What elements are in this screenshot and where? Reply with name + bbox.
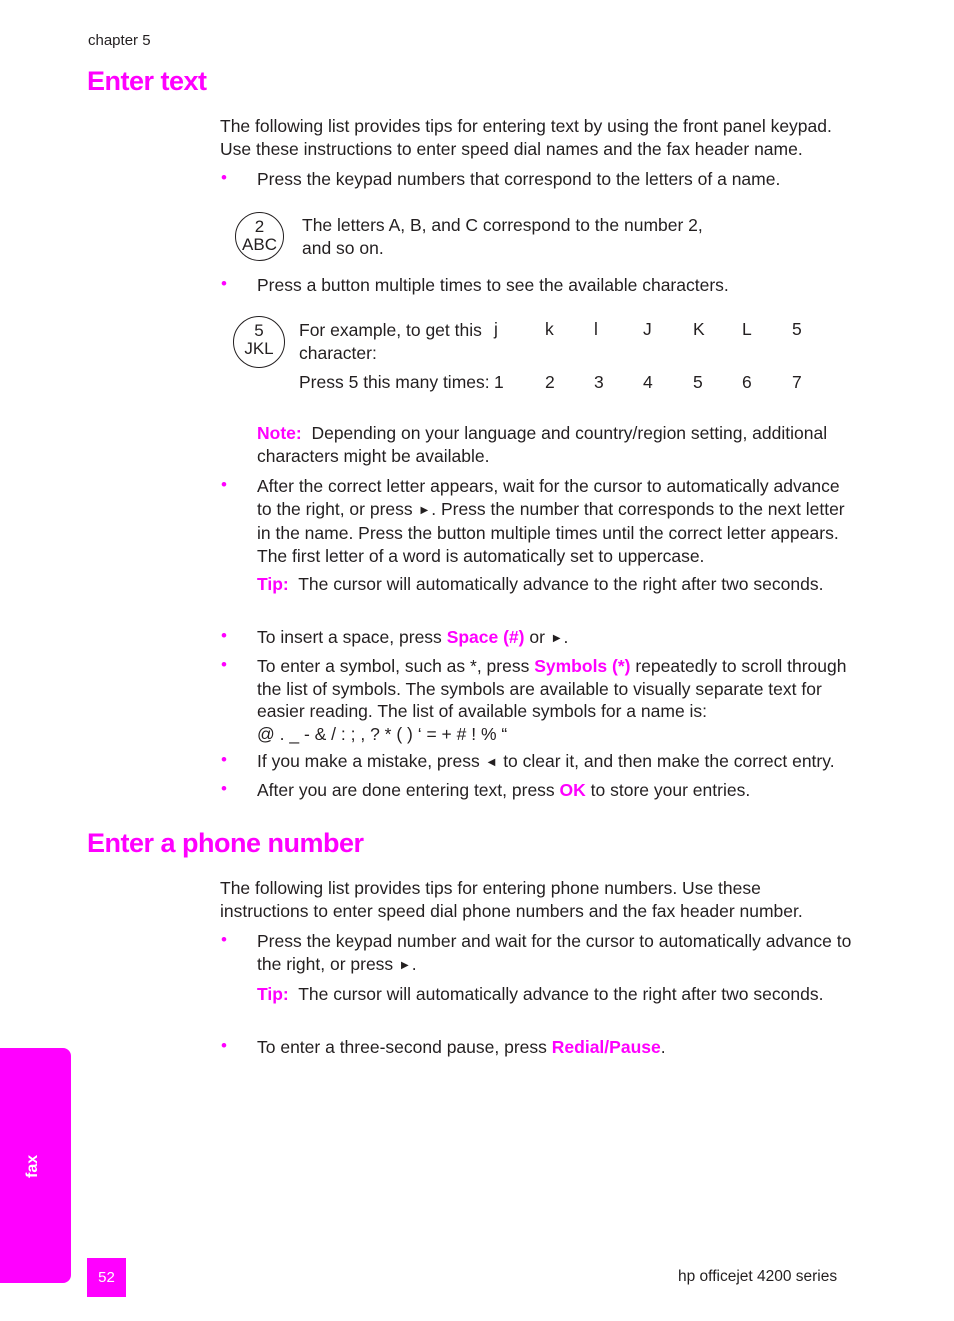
- tip-block: [257, 573, 852, 596]
- s2-bullet1-text-a: Press the keypad number and wait for the cursor to automatically advance to the right, or press: [257, 931, 852, 974]
- bullet-marker: •: [221, 274, 227, 293]
- tip-block: [257, 983, 852, 1006]
- right-arrow-icon: ▶: [552, 633, 561, 644]
- bullet-marker: •: [221, 930, 227, 949]
- redial-pause-key-label: Redial/Pause: [551, 1037, 661, 1057]
- chapter-label: chapter 5: [88, 32, 151, 49]
- right-arrow-icon: ▶: [420, 504, 429, 516]
- key-5-jkl-icon: [233, 316, 285, 368]
- side-tab-label: fax: [24, 1154, 41, 1178]
- bullet4-text-c: .: [563, 627, 569, 647]
- bullet7-text-a: After you are done entering text, press: [257, 780, 555, 800]
- table-label-line2: character:: [299, 342, 377, 363]
- bullet3-text-a: After the correct letter appears, wait for the cursor to automatically advance to the right, or press: [257, 476, 840, 519]
- bullet-press-multiple: Press a button multiple times to see the available characters.: [257, 275, 729, 295]
- bullet3-text-b: . Press the number that corresponds to the next letter in the name. Press the button multiple times until the correct letter appears. The first letter of a word is automatically set to uppercase.: [257, 498, 845, 566]
- table-press-count-cell: 5: [693, 372, 703, 392]
- bullet-cursor-advance: [257, 475, 852, 567]
- bullet-enter-symbol: [257, 655, 852, 745]
- ok-key-label: OK: [559, 780, 586, 800]
- bullet5-text-b: repeatedly to scroll through the list of symbols. The symbols are available to visually separate text for easier reading. The list of available symbols for a name is:: [257, 656, 847, 721]
- tip-label: Tip:: [257, 574, 289, 594]
- table-press-count-cell: 3: [594, 372, 604, 392]
- key1-caption-line2: and so on.: [302, 237, 384, 258]
- bullet-marker: •: [221, 750, 227, 769]
- bullet6-text-a: If you make a mistake, press: [257, 751, 480, 771]
- bullet4-text-a: To insert a space, press: [257, 627, 442, 647]
- section1-intro: The following list provides tips for entering text by using the front panel keypad. Use these instructions to enter speed dial names and the fax header name.: [220, 116, 832, 159]
- table-press-count-cell: 1: [494, 372, 504, 392]
- bullet-marker: •: [221, 779, 227, 798]
- table-row-label-presses: Press 5 this many times:: [299, 372, 490, 392]
- symbols-key-label: Symbols (*): [534, 656, 631, 676]
- bullet-mistake: [257, 750, 857, 775]
- key1-caption-line1: The letters A, B, and C correspond to the number 2,: [302, 215, 703, 235]
- table-press-count-cell: 7: [792, 372, 802, 392]
- table-press-count-cell: 2: [545, 372, 555, 392]
- table-character-cell: J: [643, 319, 652, 339]
- table-press-count-cell: 6: [742, 372, 752, 392]
- section-title-enter-text: Enter text: [87, 66, 207, 96]
- left-arrow-icon: ◀: [487, 757, 496, 768]
- note-text: Depending on your language and country/region setting, additional characters might be available.: [257, 423, 828, 466]
- bullet-marker: •: [221, 475, 227, 494]
- table-label-line1: For example, to get this: [299, 320, 482, 340]
- table-character-cell: k: [545, 319, 554, 339]
- bullet7-text-b: to store your entries.: [590, 780, 751, 800]
- table-character-cell: L: [742, 319, 752, 339]
- bullet-pause: [257, 1036, 852, 1059]
- table-character-cell: j: [494, 319, 498, 339]
- table-row-label-character: [299, 319, 482, 364]
- bullet5-text-a: To enter a symbol, such as *, press: [257, 656, 530, 676]
- bullet-done-ok: [257, 779, 852, 802]
- s2-bullet2-text-b: .: [660, 1037, 666, 1057]
- key-2-abc-icon: [235, 212, 284, 261]
- tip-text: The cursor will automatically advance to the right after two seconds.: [298, 574, 824, 594]
- note-block: [257, 422, 852, 467]
- note-label: Note:: [257, 423, 302, 443]
- key1-caption: [302, 214, 703, 259]
- bullet-marker: •: [221, 168, 227, 187]
- bullet-keypad-number: [257, 930, 852, 977]
- symbol-list: @ . _ - & / : ; , ? * ( ) ‘ = + # ! % “: [257, 723, 508, 744]
- section2-intro: The following list provides tips for entering phone numbers. Use these instructions to enter speed dial phone numbers and the fax header number.: [220, 878, 803, 921]
- bullet-insert-space: [257, 626, 852, 651]
- table-character-cell: K: [693, 319, 705, 339]
- section-title-enter-phone-number: Enter a phone number: [87, 828, 364, 858]
- tip-text: The cursor will automatically advance to the right after two seconds.: [298, 984, 824, 1004]
- footer-product: hp officejet 4200 series: [678, 1268, 838, 1285]
- key-digit: 5: [254, 321, 264, 340]
- bullet-marker: •: [221, 655, 227, 674]
- key-digit: 2: [254, 217, 265, 236]
- bullet6-text-b: to clear it, and then make the correct entry.: [503, 751, 835, 771]
- key-letters: JKL: [244, 339, 274, 358]
- bullet-marker: •: [221, 626, 227, 645]
- table-press-count-cell: 4: [643, 372, 653, 392]
- bullet4-text-b: or: [529, 627, 545, 647]
- s2-bullet2-text-a: To enter a three-second pause, press: [257, 1037, 547, 1057]
- right-arrow-icon: ▶: [401, 959, 409, 971]
- tip-label: Tip:: [257, 984, 289, 1004]
- bullet-keypad-letters: Press the keypad numbers that correspond to the letters of a name.: [257, 169, 781, 189]
- space-key-label: Space (#): [446, 627, 525, 647]
- table-character-cell: 5: [792, 319, 802, 339]
- s2-bullet1-text-b: .: [411, 953, 417, 974]
- bullet-marker: •: [221, 1036, 227, 1055]
- key-letters: ABC: [242, 235, 277, 254]
- table-character-cell: l: [594, 319, 598, 339]
- page-number: 52: [87, 1258, 126, 1297]
